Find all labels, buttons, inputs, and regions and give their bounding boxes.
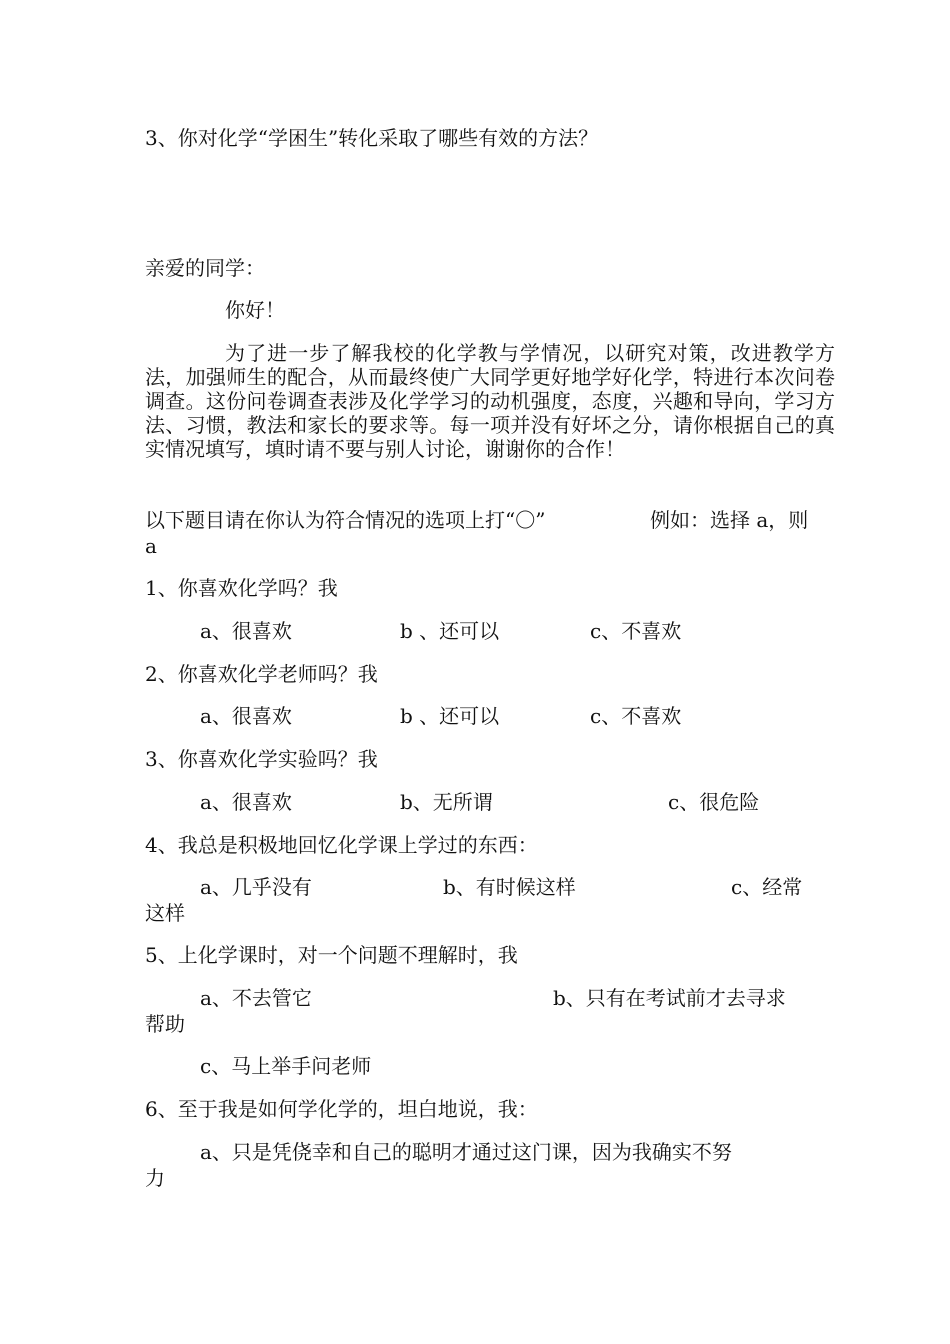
question-3: 3、你喜欢化学实验吗？我	[145, 747, 378, 771]
intro-paragraph: 为了进一步了解我校的化学教与学情况，以研究对策，改进教学方法，加强师生的配合，从而最终使广大同学更好地学好化学，特进行本次问卷调查。这份问卷调查表涉及化学学习的动机强度，态度，兴趣和导向，学习方法、习惯，教法和家长的要求等。每一项并没有好坏之分，请你根据自己的真实情况填写，填时请不要与别人讨论，谢谢你的合作！	[145, 341, 835, 461]
question-6-option-a-cont: 力	[145, 1166, 165, 1190]
question-5-option-b-cont: 帮助	[145, 1012, 185, 1036]
question-3-option-a[interactable]: a、很喜欢	[200, 790, 292, 814]
question-3-option-c[interactable]: c、很危险	[668, 790, 760, 814]
question-5-option-a[interactable]: a、不去管它	[200, 986, 312, 1010]
question-1-option-a[interactable]: a、很喜欢	[200, 619, 292, 643]
salutation: 亲爱的同学：	[145, 256, 265, 280]
question-2-option-a[interactable]: a、很喜欢	[200, 704, 292, 728]
question-2: 2、你喜欢化学老师吗？我	[145, 662, 378, 686]
question-5-option-b[interactable]: b、只有在考试前才去寻求	[553, 986, 786, 1010]
instruction-example: 例如：选择 a，则	[650, 508, 809, 532]
question-2-option-c[interactable]: c、不喜欢	[590, 704, 682, 728]
question-5-option-c[interactable]: c、马上举手问老师	[200, 1054, 372, 1078]
question-5: 5、上化学课时，对一个问题不理解时，我	[145, 943, 518, 967]
question-4-option-a[interactable]: a、几乎没有	[200, 875, 312, 899]
instruction-example-cont: a	[145, 534, 157, 558]
question-1-option-b[interactable]: b 、还可以	[400, 619, 500, 643]
question-4-option-c-cont: 这样	[145, 901, 185, 925]
instruction-text: 以下题目请在你认为符合情况的选项上打“〇”	[145, 508, 546, 532]
question-4-option-c[interactable]: c、经常	[731, 875, 803, 899]
question-4-option-b[interactable]: b、有时候这样	[443, 875, 576, 899]
question-3-option-b[interactable]: b、无所谓	[400, 790, 493, 814]
question-6: 6、至于我是如何学化学的，坦白地说，我：	[145, 1097, 538, 1121]
greeting: 你好！	[225, 298, 285, 322]
question-1: 1、你喜欢化学吗？我	[145, 576, 338, 600]
question-4: 4、我总是积极地回忆化学课上学过的东西：	[145, 833, 538, 857]
question-1-option-c[interactable]: c、不喜欢	[590, 619, 682, 643]
question-2-option-b[interactable]: b 、还可以	[400, 704, 500, 728]
teacher-question-3: 3、你对化学“学困生”转化采取了哪些有效的方法？	[145, 126, 599, 150]
question-6-option-a[interactable]: a、只是凭侥幸和自己的聪明才通过这门课，因为我确实不努	[200, 1140, 732, 1164]
